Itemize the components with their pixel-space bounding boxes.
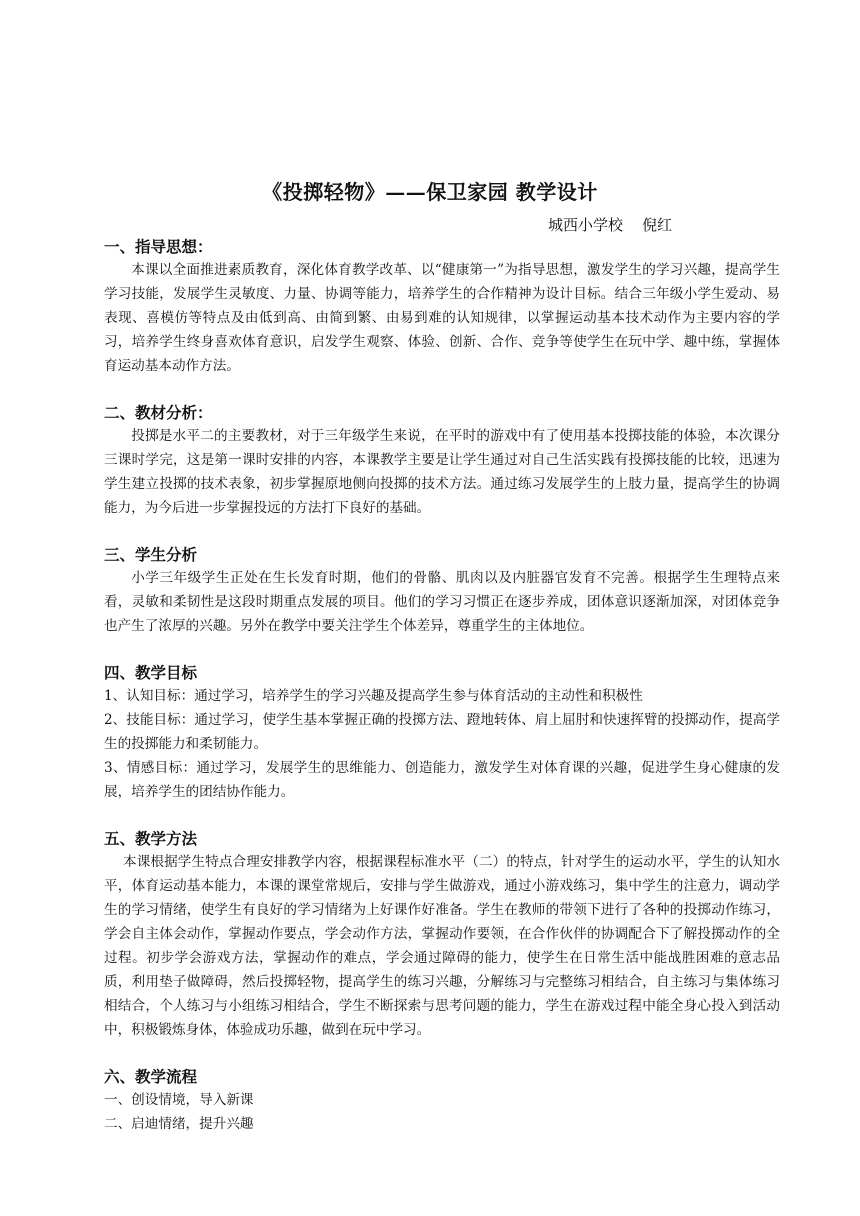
process-step: 二、启迪情绪，提升兴趣 [104, 1116, 254, 1132]
section-paragraph: 本课以全面推进素质教育，深化体育教学改革、以“健康第一”为指导思想，激发学生的学习兴趣，提高学生学习技能，发展学生灵敏度、力量、协调等能力，培养学生的合作精神为设计目标。结合三年级小学生爱动、易表现、喜模仿等特点及由低到高、由简到繁、由易到难的认知规律，以掌握运动基本技术动作为主要内容的学习，培养学生终身喜欢体育意识，启发学生观察、体验、创新、合作、竞争等使学生在玩中学、趣中练，掌握体育运动基本动作方法。 [104, 262, 780, 374]
section-heading: 三、学生分析 [104, 545, 198, 564]
document-body [104, 236, 780, 1136]
section-teaching-goals [104, 662, 780, 804]
section-paragraph: 本课根据学生特点合理安排教学内容，根据课程标准水平（二）的特点，针对学生的运动水平，学生的认知水平，体育运动基本能力，本课的课堂常规后，安排与学生做游戏，通过小游戏练习，集中学生的注意力，调动学生的学习情绪，使学生有良好的学习情绪为上好课作好准备。学生在教师的带领下进行了各种的投掷动作练习，学会自主体会动作，掌握动作要点，学会动作方法，掌握动作要领，在合作伙伴的协调配合下了解投掷动作的全过程。初步学会游戏方法，掌握动作的难点，学会通过障碍的能力，使学生在日常生活中能战胜困难的意志品质，利用垫子做障碍，然后投掷轻物，提高学生的练习兴趣，分解练习与完整练习相结合，自主练习与集体练习相结合，个人练习与小组练习相结合，学生不断探索与思考问题的能力，学生在游戏过程中能全身心投入到活动中，积极锻炼身体，体验成功乐趣，做到在玩中学习。 [104, 854, 780, 1038]
section-material-analysis [104, 402, 780, 520]
document-author: 城西小学校 倪红 [548, 216, 673, 234]
goal-item: 2、技能目标：通过学习，使学生基本掌握正确的投掷方法、蹬地转体、肩上屈肘和快速挥臂的投掷动作，提高学生的投掷能力和柔韧能力。 [104, 712, 780, 752]
section-teaching-methods [104, 828, 780, 1042]
process-step: 一、创设情境，导入新课 [104, 1092, 254, 1108]
section-guiding-ideology [104, 236, 780, 378]
goal-item: 1、认知目标：通过学习，培养学生的学习兴趣及提高学生参与体育活动的主动性和积极性 [104, 688, 643, 704]
section-student-analysis [104, 544, 780, 638]
section-heading: 一、指导思想： [104, 237, 213, 256]
section-heading: 五、教学方法 [104, 829, 198, 848]
section-heading: 二、教材分析： [104, 403, 213, 422]
section-paragraph: 小学三年级学生正处在生长发育时期，他们的骨骼、肌肉以及内脏器官发育不完善。根据学生生理特点来看，灵敏和柔韧性是这段时期重点发展的项目。他们的学习习惯正在逐步养成，团体意识逐渐加深，对团体竞争也产生了浓厚的兴趣。另外在教学中要关注学生个体差异，尊重学生的主体地位。 [104, 570, 780, 634]
section-paragraph: 投掷是水平二的主要教材，对于三年级学生来说，在平时的游戏中有了使用基本投掷技能的体验，本次课分三课时学完，这是第一课时安排的内容，本课教学主要是让学生通过对自己生活实践有投掷技能的比较，迅速为学生建立投掷的技术表象，初步掌握原地侧向投掷的技术方法。通过练习发展学生的上肢力量，提高学生的协调能力，为今后进一步掌握投远的方法打下良好的基础。 [104, 428, 780, 516]
goal-item: 3、情感目标：通过学习，发展学生的思维能力、创造能力，激发学生对体育课的兴趣，促进学生身心健康的发展，培养学生的团结协作能力。 [104, 760, 780, 800]
document-title: 《投掷轻物》——保卫家园 教学设计 [262, 180, 598, 204]
section-heading: 六、教学流程 [104, 1067, 198, 1086]
section-heading: 四、教学目标 [104, 663, 198, 682]
section-teaching-process [104, 1066, 780, 1136]
